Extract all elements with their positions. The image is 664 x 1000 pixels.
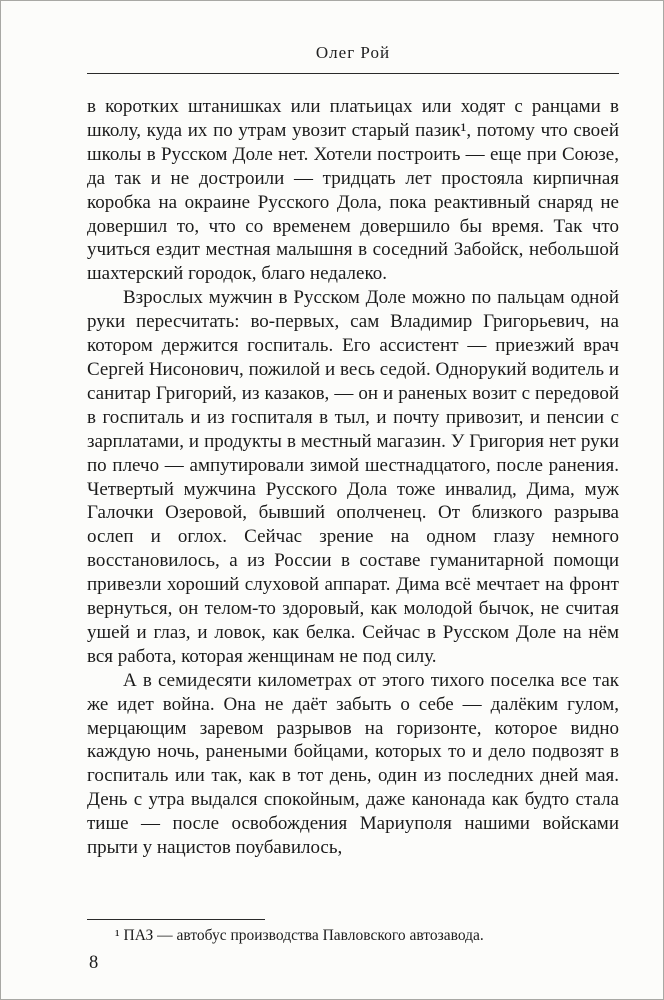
footnote-rule xyxy=(87,919,265,920)
header-rule xyxy=(87,73,619,74)
page-content xyxy=(87,43,619,915)
body-text xyxy=(87,95,619,915)
footnote-area xyxy=(87,919,619,946)
footnote-text: ¹ ПАЗ — автобус производства Павловского автозавода. xyxy=(115,927,484,944)
paragraph: Взрослых мужчин в Русском Доле можно по пальцам одной руки пересчитать: во-первых, сам Владимир Григорьевич, на котором держится госпиталь. Его ассистент — приезжий врач Сергей Нисонович, пожилой и весь седой. Однорукий водитель и санитар Григорий, из казаков, — он и раненых возит с передовой в госпиталь и из госпиталя в тыл, и почту привозит, и пенсии с зарплатами, и продукты в местный магазин. У Григория нет руки по плечо — ампутировали зимой шестнадцатого, после ранения. Четвертый мужчина Русского Дола тоже инвалид, Дима, муж Галочки Озеровой, бывший ополченец. От близкого разрыва ослеп и оглох. Сейчас зрение на одном глазу немного восстановилось, а из России в составе гуманитарной помощи привезли хороший слуховой аппарат. Дима всё мечтает на фронт вернуться, он телом-то здоровый, как молодой бычок, не считая ушей и глаз, и ловок, как белка. Сейчас в Русском Доле на нём вся работа, которая женщинам не под силу. xyxy=(87,287,619,667)
page-number: 8 xyxy=(89,953,99,973)
paragraph: А в семидесяти километрах от этого тихого поселка все так же идет война. Она не даёт забыть о себе — далёким гулом, мерцающим заревом разрывов на горизонте, которое видно каждую ночь, ранеными бойцами, которых то и дело подвозят в госпиталь или так, как в тот день, один из последних дней мая. День с утра выдался спокойным, даже канонада как будто стала тише — после освобождения Мариуполя нашими войсками прыти у нацистов поубавилось, xyxy=(87,669,619,859)
running-head: Олег Рой xyxy=(315,43,391,62)
paragraph: в коротких штанишках или платьицах или ходят с ранцами в школу, куда их по утрам увозит старый пазик¹, потому что своей школы в Русском Доле нет. Хотели построить — еще при Союзе, да так и не достроили — тридцать лет простояла кирпичная коробка на окраине Русского Дола, пока реактивный снаряд не довершил то, что со временем довершило бы время. Так что учиться ездит местная малышня в соседний Забойск, небольшой шахтерский городок, благо недалеко. xyxy=(87,96,619,285)
